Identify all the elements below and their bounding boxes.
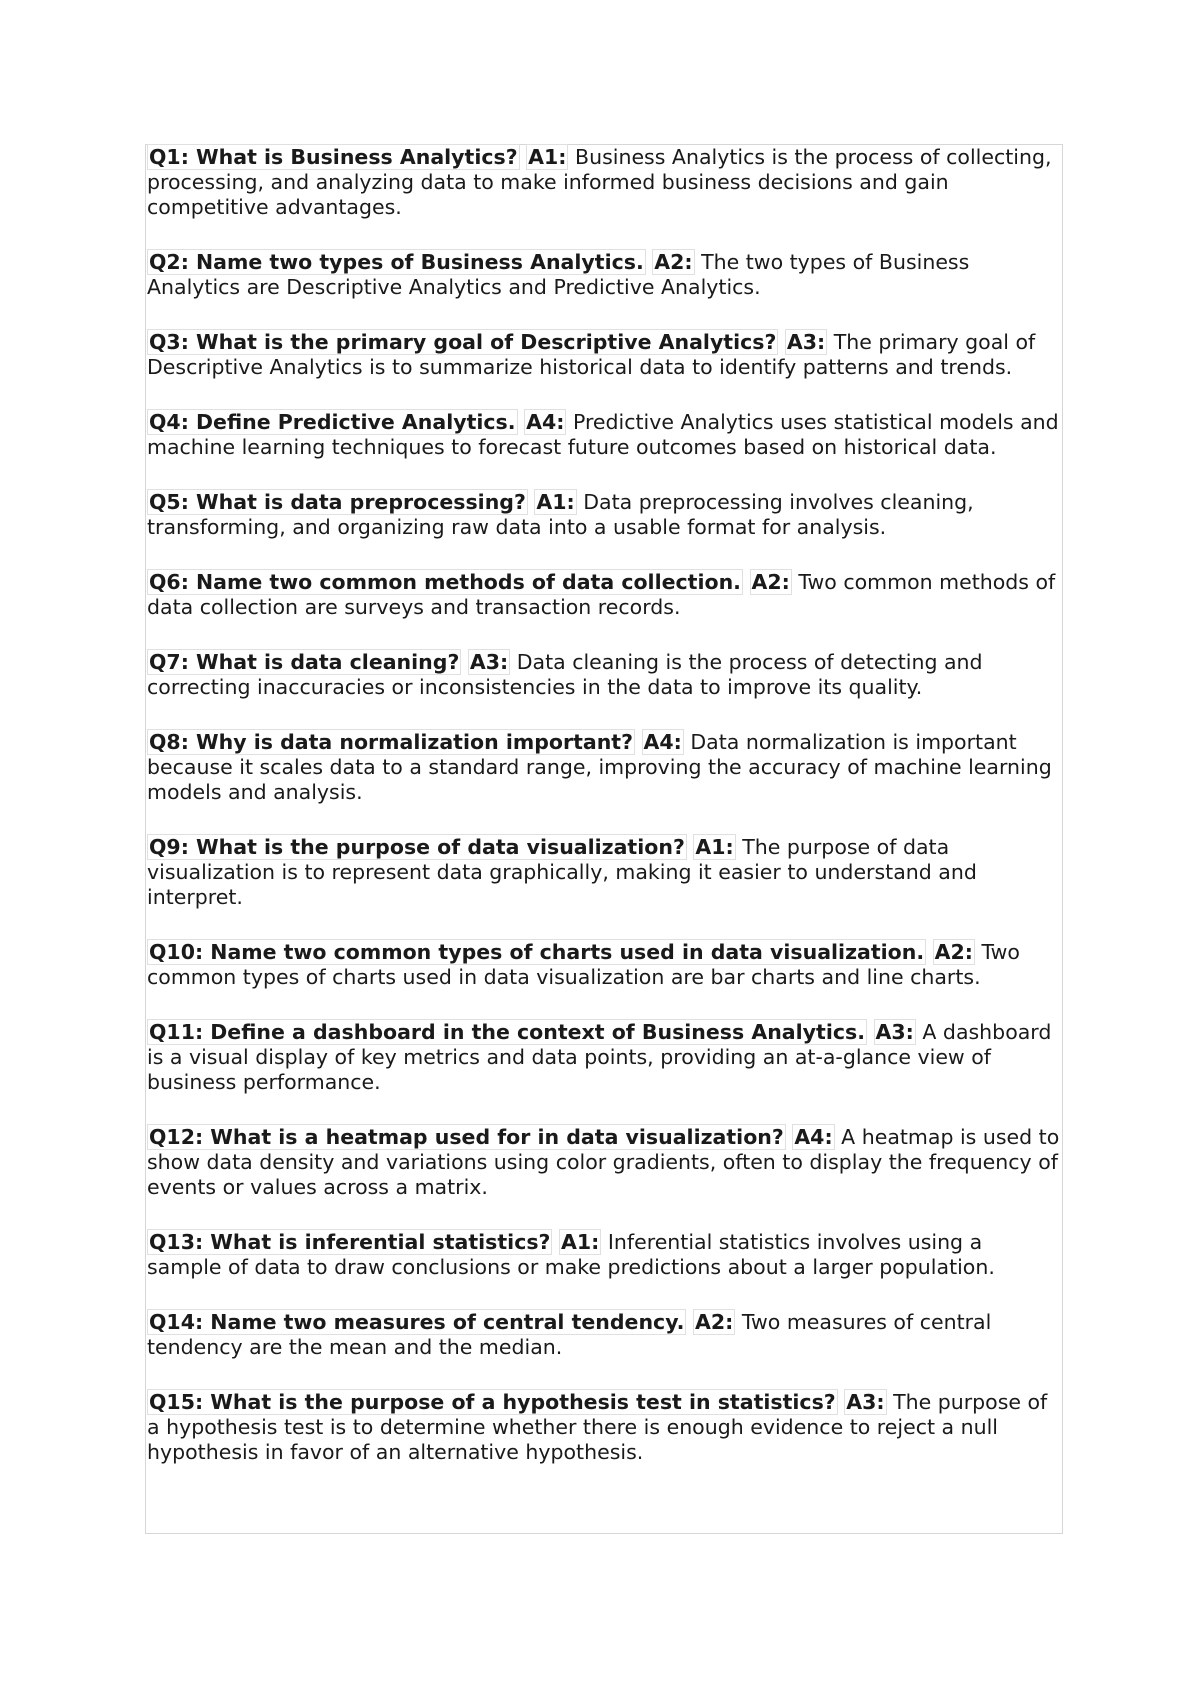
answer-label: A3: (786, 330, 826, 354)
qa-item-5 (147, 490, 1061, 540)
qa-item-13 (147, 1230, 1061, 1280)
question: Q4: Define Predictive Analytics. (149, 410, 516, 434)
answer-text: Inferential statistics involves using a sample of data to draw conclusions or make predictions about a larger population. (147, 1230, 995, 1279)
answer-label: A1: (560, 1230, 600, 1254)
qa-item-7 (147, 650, 1061, 700)
answer-label: A4: (643, 730, 682, 754)
answer-label: A4: (794, 1125, 833, 1149)
answer-text: Data preprocessing involves cleaning, transforming, and organizing raw data into a usable format for analysis. (147, 490, 974, 539)
qa-list (145, 144, 1063, 1534)
answer-label: A2: (654, 250, 693, 274)
question: Q9: What is the purpose of data visualization? (149, 835, 685, 859)
answer-text: A heatmap is used to show data density and variations using color gradients, often to display the frequency of events or values across a matrix. (147, 1125, 1060, 1199)
answer-text: The primary goal of Descriptive Analytics is to summarize historical data to identify patterns and trends. (147, 330, 1036, 379)
qa-item-14 (147, 1310, 1061, 1360)
answer-label: A3: (846, 1390, 885, 1414)
qa-item-4 (147, 410, 1061, 460)
qa-item-11 (147, 1020, 1061, 1095)
answer-label: A3: (875, 1020, 914, 1044)
qa-item-2 (147, 250, 1061, 300)
question: Q1: What is Business Analytics? (149, 145, 518, 169)
question: Q10: Name two common types of charts used in data visualization. (149, 940, 925, 964)
qa-item-6 (147, 570, 1061, 620)
answer-text: The two types of Business Analytics are Descriptive Analytics and Predictive Analytics. (147, 250, 970, 299)
answer-label: A1: (528, 145, 567, 169)
qa-item-8 (147, 730, 1061, 805)
answer-text: Two measures of central tendency are the mean and the median. (147, 1310, 992, 1359)
answer-text: Two common types of charts used in data visualization are bar charts and line charts. (147, 940, 1020, 989)
qa-item-9 (147, 835, 1061, 910)
answer-text: The purpose of a hypothesis test is to determine whether there is enough evidence to reject a null hypothesis in favor of an alternative hypothesis. (147, 1390, 1048, 1464)
qa-item-15 (147, 1390, 1061, 1465)
question: Q6: Name two common methods of data collection. (149, 570, 741, 594)
question: Q5: What is data preprocessing? (149, 490, 526, 514)
question: Q3: What is the primary goal of Descriptive Analytics? (149, 330, 777, 354)
answer-text: Data normalization is important because it scales data to a standard range, improving the accuracy of machine learning models and analysis. (147, 730, 1052, 804)
answer-text: The purpose of data visualization is to represent data graphically, making it easier to understand and interpret. (147, 835, 977, 909)
question: Q7: What is data cleaning? (149, 650, 460, 674)
answer-label: A2: (934, 940, 973, 964)
answer-label: A1: (536, 490, 575, 514)
answer-text: A dashboard is a visual display of key metrics and data points, providing an at-a-glance view of business performance. (147, 1020, 1052, 1094)
question: Q15: What is the purpose of a hypothesis test in statistics? (149, 1390, 836, 1414)
qa-item-12 (147, 1125, 1061, 1200)
answer-text: Predictive Analytics uses statistical models and machine learning techniques to forecast future outcomes based on historical data. (147, 410, 1059, 459)
answer-label: A1: (695, 835, 734, 859)
qa-item-1 (147, 145, 1061, 220)
answer-label: A4: (526, 410, 565, 434)
answer-label: A3: (469, 650, 509, 674)
answer-text: Data cleaning is the process of detecting and correcting inaccuracies or inconsistencies in the data to improve its quality. (147, 650, 983, 699)
question: Q8: Why is data normalization important? (149, 730, 633, 754)
answer-text: Two common methods of data collection are surveys and transaction records. (147, 570, 1056, 619)
answer-label: A2: (695, 1310, 734, 1334)
qa-item-3 (147, 330, 1061, 380)
answer-text: Business Analytics is the process of collecting, processing, and analyzing data to make informed business decisions and gain competitive advantages. (147, 145, 1052, 219)
answer-label: A2: (751, 570, 790, 594)
question: Q12: What is a heatmap used for in data visualization? (149, 1125, 784, 1149)
question: Q11: Define a dashboard in the context of Business Analytics. (149, 1020, 865, 1044)
question: Q13: What is inferential statistics? (149, 1230, 551, 1254)
qa-item-10 (147, 940, 1061, 990)
question: Q14: Name two measures of central tendency. (149, 1310, 685, 1334)
question: Q2: Name two types of Business Analytics. (149, 250, 644, 274)
